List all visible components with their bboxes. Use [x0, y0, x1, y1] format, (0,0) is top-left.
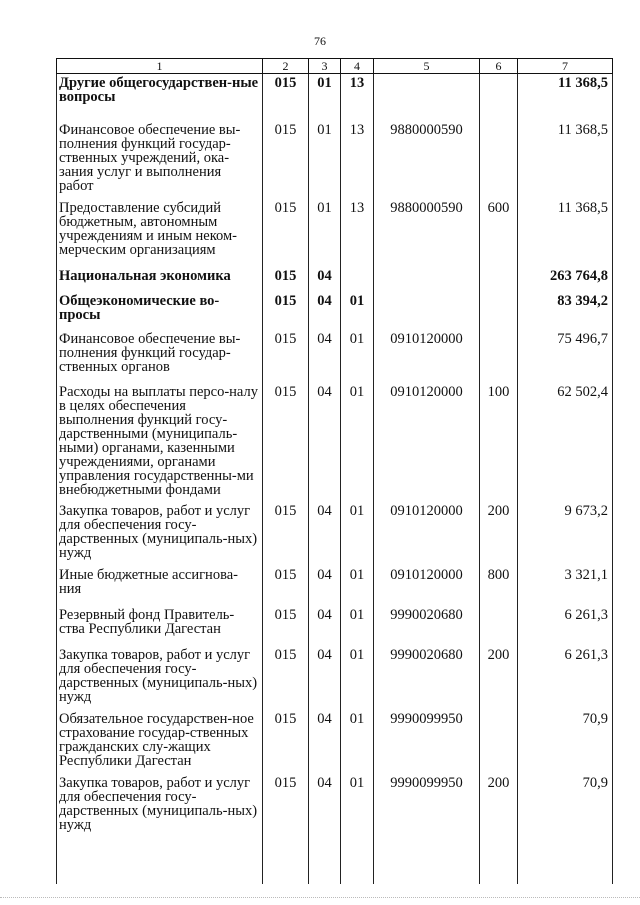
row-subsection: 01: [341, 383, 374, 502]
row-section: 04: [309, 267, 341, 292]
row-expense-type: 100: [480, 383, 518, 502]
row-target-article: 9880000590: [374, 199, 480, 267]
row-code: 015: [263, 121, 309, 199]
row-subsection: [341, 267, 374, 292]
row-section: 04: [309, 502, 341, 566]
row-name: Финансовое обеспечение вы-полнения функций государ-ственных учреждений, ока-зания услуг и выполнения работ: [57, 121, 263, 199]
row-name: Другие общегосударствен-ные вопросы: [57, 74, 263, 122]
empty-cell: [480, 852, 518, 884]
row-section: 04: [309, 710, 341, 774]
row-code: 015: [263, 502, 309, 566]
row-expense-type: [480, 121, 518, 199]
column-header-6: 6: [480, 59, 518, 74]
row-expense-type: 200: [480, 774, 518, 852]
row-code: 015: [263, 566, 309, 606]
row-target-article: [374, 292, 480, 330]
row-target-article: [374, 267, 480, 292]
row-target-article: 9990020680: [374, 606, 480, 646]
row-expense-type: 200: [480, 646, 518, 710]
row-section: 04: [309, 606, 341, 646]
row-target-article: [374, 74, 480, 122]
row-code: 015: [263, 646, 309, 710]
row-subsection: 01: [341, 502, 374, 566]
table-row: [57, 330, 613, 383]
row-code: 015: [263, 606, 309, 646]
row-code: 015: [263, 383, 309, 502]
table-row-empty: [57, 852, 613, 884]
row-section: 04: [309, 292, 341, 330]
row-subsection: 01: [341, 646, 374, 710]
row-section: 01: [309, 74, 341, 122]
table-row: [57, 121, 613, 199]
row-subsection: 01: [341, 566, 374, 606]
table-row: [57, 74, 613, 122]
row-amount: 83 394,2: [518, 292, 613, 330]
row-section: 04: [309, 566, 341, 606]
row-amount: 9 673,2: [518, 502, 613, 566]
row-expense-type: [480, 74, 518, 122]
row-section: 01: [309, 121, 341, 199]
table-row: [57, 646, 613, 710]
row-expense-type: 800: [480, 566, 518, 606]
row-name: Предоставление субсидий бюджетным, автономным учреждениям и иным неком-мерческим организациям: [57, 199, 263, 267]
row-amount: 6 261,3: [518, 646, 613, 710]
row-target-article: 0910120000: [374, 502, 480, 566]
row-amount: 70,9: [518, 774, 613, 852]
row-target-article: 0910120000: [374, 383, 480, 502]
empty-cell: [57, 852, 263, 884]
table-header: [57, 59, 613, 74]
row-amount: 11 368,5: [518, 199, 613, 267]
row-expense-type: [480, 606, 518, 646]
row-subsection: 01: [341, 330, 374, 383]
empty-cell: [374, 852, 480, 884]
row-amount: 75 496,7: [518, 330, 613, 383]
row-section: 04: [309, 330, 341, 383]
row-name: Расходы на выплаты персо-налу в целях обеспечения выполнения функций госу-дарственными (муниципаль-ными) органами, казенными учреждениями, органами управления государственны-ми внебюджетными фондами: [57, 383, 263, 502]
row-amount: 62 502,4: [518, 383, 613, 502]
row-target-article: 9990099950: [374, 774, 480, 852]
row-name: Закупка товаров, работ и услуг для обеспечения госу-дарственных (муниципаль-ных) нужд: [57, 774, 263, 852]
row-name: Иные бюджетные ассигнова-ния: [57, 566, 263, 606]
row-amount: 11 368,5: [518, 74, 613, 122]
row-amount: 6 261,3: [518, 606, 613, 646]
row-expense-type: 200: [480, 502, 518, 566]
table-row: [57, 606, 613, 646]
empty-cell: [518, 852, 613, 884]
row-name: Закупка товаров, работ и услуг для обеспечения госу-дарственных (муниципаль-ных) нужд: [57, 646, 263, 710]
page-number: 76: [314, 34, 326, 48]
row-section: 04: [309, 646, 341, 710]
column-header-4: 4: [341, 59, 374, 74]
row-code: 015: [263, 74, 309, 122]
row-target-article: 9990020680: [374, 646, 480, 710]
column-header-5: 5: [374, 59, 480, 74]
row-subsection: 01: [341, 606, 374, 646]
empty-cell: [263, 852, 309, 884]
empty-cell: [309, 852, 341, 884]
row-code: 015: [263, 199, 309, 267]
row-subsection: 13: [341, 199, 374, 267]
table-row: [57, 710, 613, 774]
row-subsection: 13: [341, 74, 374, 122]
row-code: 015: [263, 330, 309, 383]
row-code: 015: [263, 774, 309, 852]
row-code: 015: [263, 292, 309, 330]
row-name: Финансовое обеспечение вы-полнения функций государ-ственных органов: [57, 330, 263, 383]
row-name: Общеэкономические во-просы: [57, 292, 263, 330]
row-name: Резервный фонд Правитель-ства Республики Дагестан: [57, 606, 263, 646]
row-code: 015: [263, 267, 309, 292]
row-subsection: 01: [341, 292, 374, 330]
row-name: Закупка товаров, работ и услуг для обеспечения госу-дарственных (муниципаль-ных) нужд: [57, 502, 263, 566]
page-bottom-rule: [0, 897, 640, 898]
row-section: 04: [309, 383, 341, 502]
column-header-7: 7: [518, 59, 613, 74]
table-row: [57, 566, 613, 606]
column-header-1: 1: [57, 59, 263, 74]
column-header-3: 3: [309, 59, 341, 74]
empty-cell: [341, 852, 374, 884]
row-subsection: 01: [341, 710, 374, 774]
table-row: [57, 774, 613, 852]
row-expense-type: [480, 330, 518, 383]
row-expense-type: [480, 710, 518, 774]
column-header-2: 2: [263, 59, 309, 74]
table-body: [57, 74, 613, 885]
table-row: [57, 383, 613, 502]
row-expense-type: 600: [480, 199, 518, 267]
table-row: [57, 292, 613, 330]
table-row: [57, 267, 613, 292]
row-amount: 263 764,8: [518, 267, 613, 292]
row-section: 04: [309, 774, 341, 852]
row-target-article: 0910120000: [374, 330, 480, 383]
row-section: 01: [309, 199, 341, 267]
row-subsection: 01: [341, 774, 374, 852]
row-amount: 3 321,1: [518, 566, 613, 606]
row-amount: 11 368,5: [518, 121, 613, 199]
row-expense-type: [480, 292, 518, 330]
row-code: 015: [263, 710, 309, 774]
row-target-article: 9880000590: [374, 121, 480, 199]
budget-table: [56, 58, 613, 884]
row-name: Обязательное государствен-ное страхование государ-ственных гражданских слу-жащих Республики Дагестан: [57, 710, 263, 774]
row-amount: 70,9: [518, 710, 613, 774]
row-name: Национальная экономика: [57, 267, 263, 292]
row-expense-type: [480, 267, 518, 292]
row-target-article: 9990099950: [374, 710, 480, 774]
table-row: [57, 502, 613, 566]
table-row: [57, 199, 613, 267]
row-subsection: 13: [341, 121, 374, 199]
row-target-article: 0910120000: [374, 566, 480, 606]
